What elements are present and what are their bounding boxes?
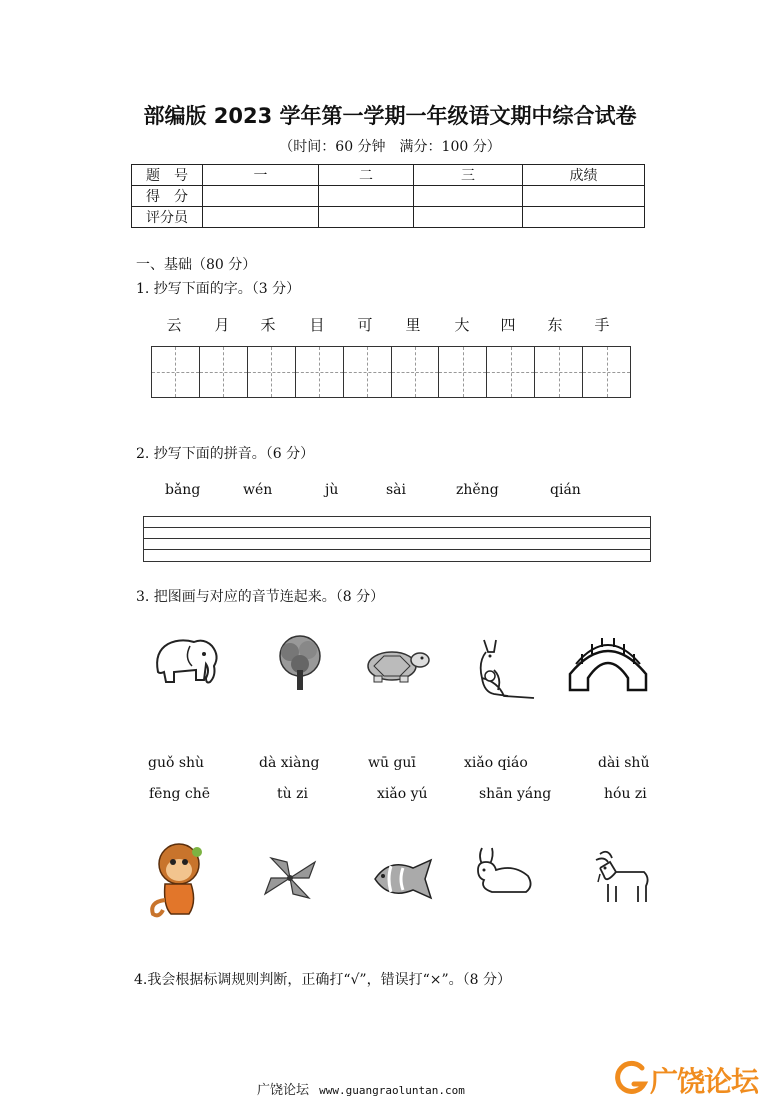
- copy-char: 大: [454, 316, 470, 334]
- syllable-option[interactable]: dà xiàng: [259, 755, 320, 771]
- score-row-label: 得 分: [132, 186, 203, 207]
- goat-icon[interactable]: [592, 848, 654, 906]
- score-header-cell: 题 号: [132, 165, 203, 186]
- syllable-option[interactable]: wū guī: [368, 755, 416, 771]
- score-row-label: 评分员: [132, 207, 203, 228]
- monkey-icon[interactable]: [145, 840, 211, 918]
- page-title: 部编版 2023 学年第一学期一年级语文期中综合试卷: [143, 104, 637, 128]
- table-row: [132, 207, 645, 228]
- turtle-icon[interactable]: [360, 642, 430, 684]
- syllable-option[interactable]: xiǎo yú: [377, 786, 428, 802]
- tianzige-writing-grid[interactable]: [151, 346, 631, 398]
- section-heading: 一、基础（80 分）: [136, 257, 257, 273]
- copy-char: 手: [594, 316, 610, 334]
- footer-url[interactable]: www.guangraoluntan.com: [319, 1084, 465, 1097]
- syllable-option[interactable]: tù zi: [277, 786, 308, 802]
- question-2-label: 2. 抄写下面的拼音。（6 分）: [136, 446, 315, 462]
- copy-pinyin: bǎng: [165, 482, 201, 498]
- syllable-option[interactable]: dài shǔ: [598, 755, 650, 771]
- score-cell[interactable]: [523, 186, 645, 207]
- footer-site-name: 广饶论坛: [257, 1083, 310, 1098]
- score-cell[interactable]: [319, 186, 414, 207]
- copy-char: 里: [405, 316, 421, 334]
- syllable-option[interactable]: guǒ shù: [148, 755, 205, 771]
- pinwheel-icon[interactable]: [257, 852, 323, 904]
- score-table: [131, 164, 645, 228]
- score-header-cell: 三: [414, 165, 523, 186]
- table-row: [132, 165, 645, 186]
- logo-mark-icon: [612, 1058, 652, 1098]
- question-1-label: 1. 抄写下面的字。（3 分）: [136, 281, 301, 297]
- logo-text: 广饶论坛: [650, 1065, 759, 1098]
- score-cell[interactable]: [203, 207, 319, 228]
- copy-pinyin: sài: [386, 482, 407, 498]
- page-footer: [257, 1079, 465, 1098]
- copy-char: 东: [547, 316, 563, 334]
- copy-char: 云: [166, 316, 182, 334]
- score-cell[interactable]: [414, 186, 523, 207]
- copy-pinyin: jù: [325, 482, 339, 498]
- score-cell[interactable]: [203, 186, 319, 207]
- copy-char: 可: [357, 316, 373, 334]
- table-row: [132, 186, 645, 207]
- question-3-label: 3. 把图画与对应的音节连起来。（8 分）: [136, 589, 385, 605]
- copy-char: 禾: [260, 316, 276, 334]
- tree-icon[interactable]: [272, 632, 328, 692]
- bridge-icon[interactable]: [568, 634, 648, 692]
- copy-char: 目: [309, 316, 325, 334]
- score-cell[interactable]: [414, 207, 523, 228]
- kangaroo-icon[interactable]: [468, 634, 538, 700]
- copy-pinyin: wén: [243, 482, 273, 498]
- syllable-option[interactable]: shān yáng: [479, 786, 552, 802]
- syllable-option[interactable]: fēng chē: [149, 786, 211, 802]
- score-header-cell: 一: [203, 165, 319, 186]
- score-header-cell: 二: [319, 165, 414, 186]
- score-cell[interactable]: [319, 207, 414, 228]
- syllable-option[interactable]: hóu zi: [604, 786, 647, 802]
- fish-icon[interactable]: [371, 856, 435, 902]
- characters-to-copy: [0, 314, 780, 336]
- copy-char: 四: [500, 316, 516, 334]
- question-4-label: 4.我会根据标调规则判断，正确打“√”，错误打“×”。（8 分）: [134, 972, 511, 988]
- copy-pinyin: zhěng: [456, 482, 499, 498]
- site-logo: [612, 1058, 772, 1098]
- elephant-icon[interactable]: [150, 632, 222, 690]
- score-header-cell: 成绩: [523, 165, 645, 186]
- pinyin-writing-lines[interactable]: [143, 516, 651, 562]
- score-cell[interactable]: [523, 207, 645, 228]
- copy-pinyin: qián: [550, 482, 581, 498]
- syllable-option[interactable]: xiǎo qiáo: [464, 755, 528, 771]
- exam-subtitle: （时间：60 分钟 满分：100 分）: [279, 139, 501, 155]
- copy-char: 月: [214, 316, 230, 334]
- rabbit-icon[interactable]: [470, 846, 538, 896]
